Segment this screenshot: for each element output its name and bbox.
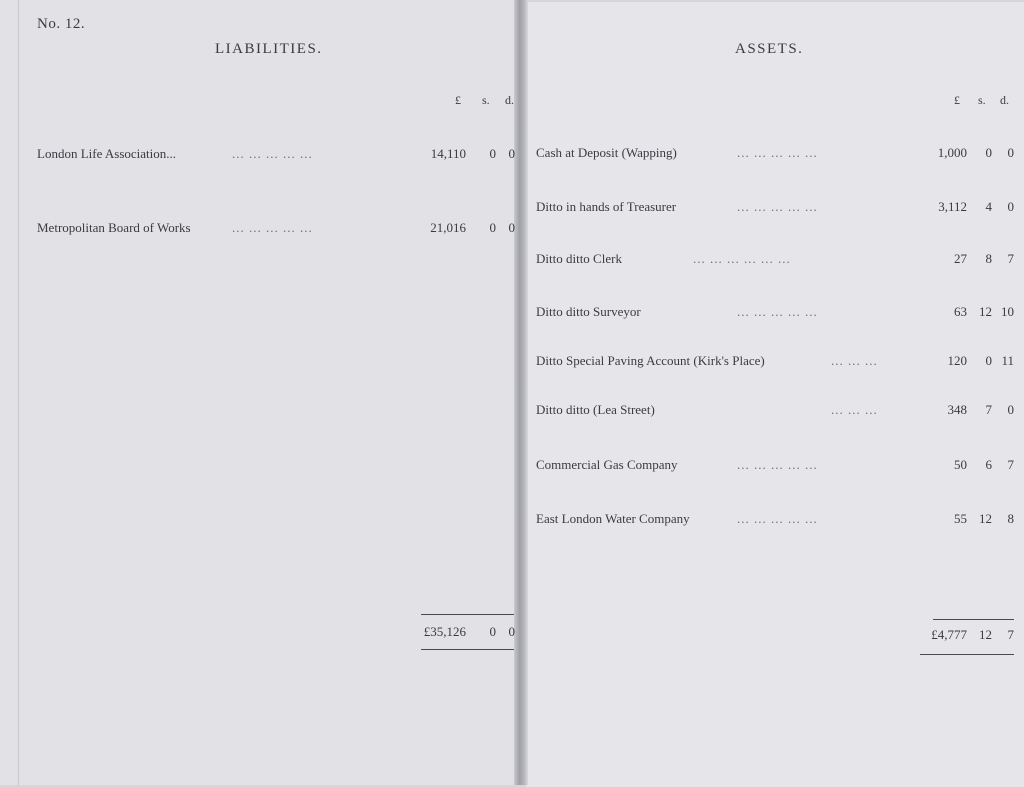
row-leader: ... ... ... ... ... (232, 146, 313, 161)
page-edge (18, 0, 19, 785)
row-shillings: 0 (985, 145, 992, 160)
row-pounds: 50 (954, 457, 967, 472)
row-label: London Life Association... (37, 146, 177, 161)
liabilities-total-pounds: £35,126 (423, 624, 466, 639)
assets-total-rule-top (933, 619, 1014, 620)
row-label: Ditto Special Paving Account (Kirk's Place) (536, 353, 765, 368)
row-pounds: 348 (947, 402, 967, 417)
row-leader: ... ... ... ... ... (737, 304, 818, 319)
row-pence: 10 (1001, 304, 1014, 319)
row-pence: 0 (1007, 199, 1014, 214)
assets-heading: ASSETS. (735, 41, 804, 57)
liabilities-total-shillings: 0 (489, 624, 496, 639)
row-shillings: 12 (979, 511, 992, 526)
row-pounds: 14,110 (430, 146, 466, 161)
row-pounds: 1,000 (937, 145, 967, 160)
row-leader: ... ... ... ... ... (232, 220, 313, 235)
row-label: Ditto ditto Clerk (536, 251, 622, 266)
row-label: Ditto ditto (Lea Street) (536, 402, 655, 417)
row-label: Commercial Gas Company (536, 457, 678, 472)
row-shillings: 8 (985, 251, 992, 266)
row-label: East London Water Company (536, 511, 690, 526)
row-leader: ... ... ... (831, 353, 878, 368)
row-leader: ... ... ... ... ... (737, 511, 818, 526)
right-page (526, 2, 1024, 787)
liabilities-shillings-unit: s. (482, 93, 490, 107)
liabilities-total-pence: 0 (508, 624, 515, 639)
row-pounds: 63 (954, 304, 967, 319)
assets-total-pounds: £4,777 (931, 627, 967, 642)
assets-shillings-unit: s. (978, 93, 986, 107)
assets-pence-unit: d. (1000, 93, 1009, 107)
row-pence: 0 (1007, 145, 1014, 160)
row-label: Ditto ditto Surveyor (536, 304, 641, 319)
liabilities-total-rule-bottom (421, 649, 514, 650)
row-leader: ... ... ... ... ... (737, 145, 818, 160)
row-shillings: 12 (979, 304, 992, 319)
row-pounds: 120 (947, 353, 967, 368)
row-pence: 7 (1007, 457, 1014, 472)
assets-pounds-unit: £ (954, 93, 960, 107)
book-gutter (514, 0, 528, 785)
row-pence: 8 (1007, 511, 1014, 526)
row-shillings: 6 (985, 457, 992, 472)
row-shillings: 7 (985, 402, 992, 417)
row-pounds: 27 (954, 251, 967, 266)
row-label: Metropolitan Board of Works (37, 220, 191, 235)
liabilities-pounds-unit: £ (455, 93, 461, 107)
row-pence: 11 (1001, 353, 1014, 368)
row-shillings: 0 (985, 353, 992, 368)
row-label: Ditto in hands of Treasurer (536, 199, 677, 214)
row-pounds: 21,016 (430, 220, 466, 235)
row-shillings: 0 (489, 220, 496, 235)
row-shillings: 4 (985, 199, 992, 214)
assets-total-rule-bottom (920, 654, 1014, 655)
assets-total-shillings: 12 (979, 627, 992, 642)
liabilities-pence-unit: d. (505, 93, 514, 107)
row-leader: ... ... ... (831, 402, 878, 417)
row-pence: 0 (508, 220, 515, 235)
row-shillings: 0 (489, 146, 496, 161)
row-leader: ... ... ... ... ... (737, 199, 818, 214)
row-pounds: 55 (954, 511, 967, 526)
document-number: No. 12. (37, 16, 86, 32)
row-pence: 0 (1007, 402, 1014, 417)
row-pence: 7 (1007, 251, 1014, 266)
row-leader: ... ... ... ... ... (737, 457, 818, 472)
liabilities-heading: LIABILITIES. (215, 41, 323, 57)
row-leader: ... ... ... ... ... ... (693, 251, 791, 266)
assets-total-pence: 7 (1007, 627, 1014, 642)
row-pence: 0 (508, 146, 515, 161)
row-pounds: 3,112 (938, 199, 967, 214)
row-label: Cash at Deposit (Wapping) (536, 145, 677, 160)
liabilities-total-rule-top (421, 614, 514, 615)
